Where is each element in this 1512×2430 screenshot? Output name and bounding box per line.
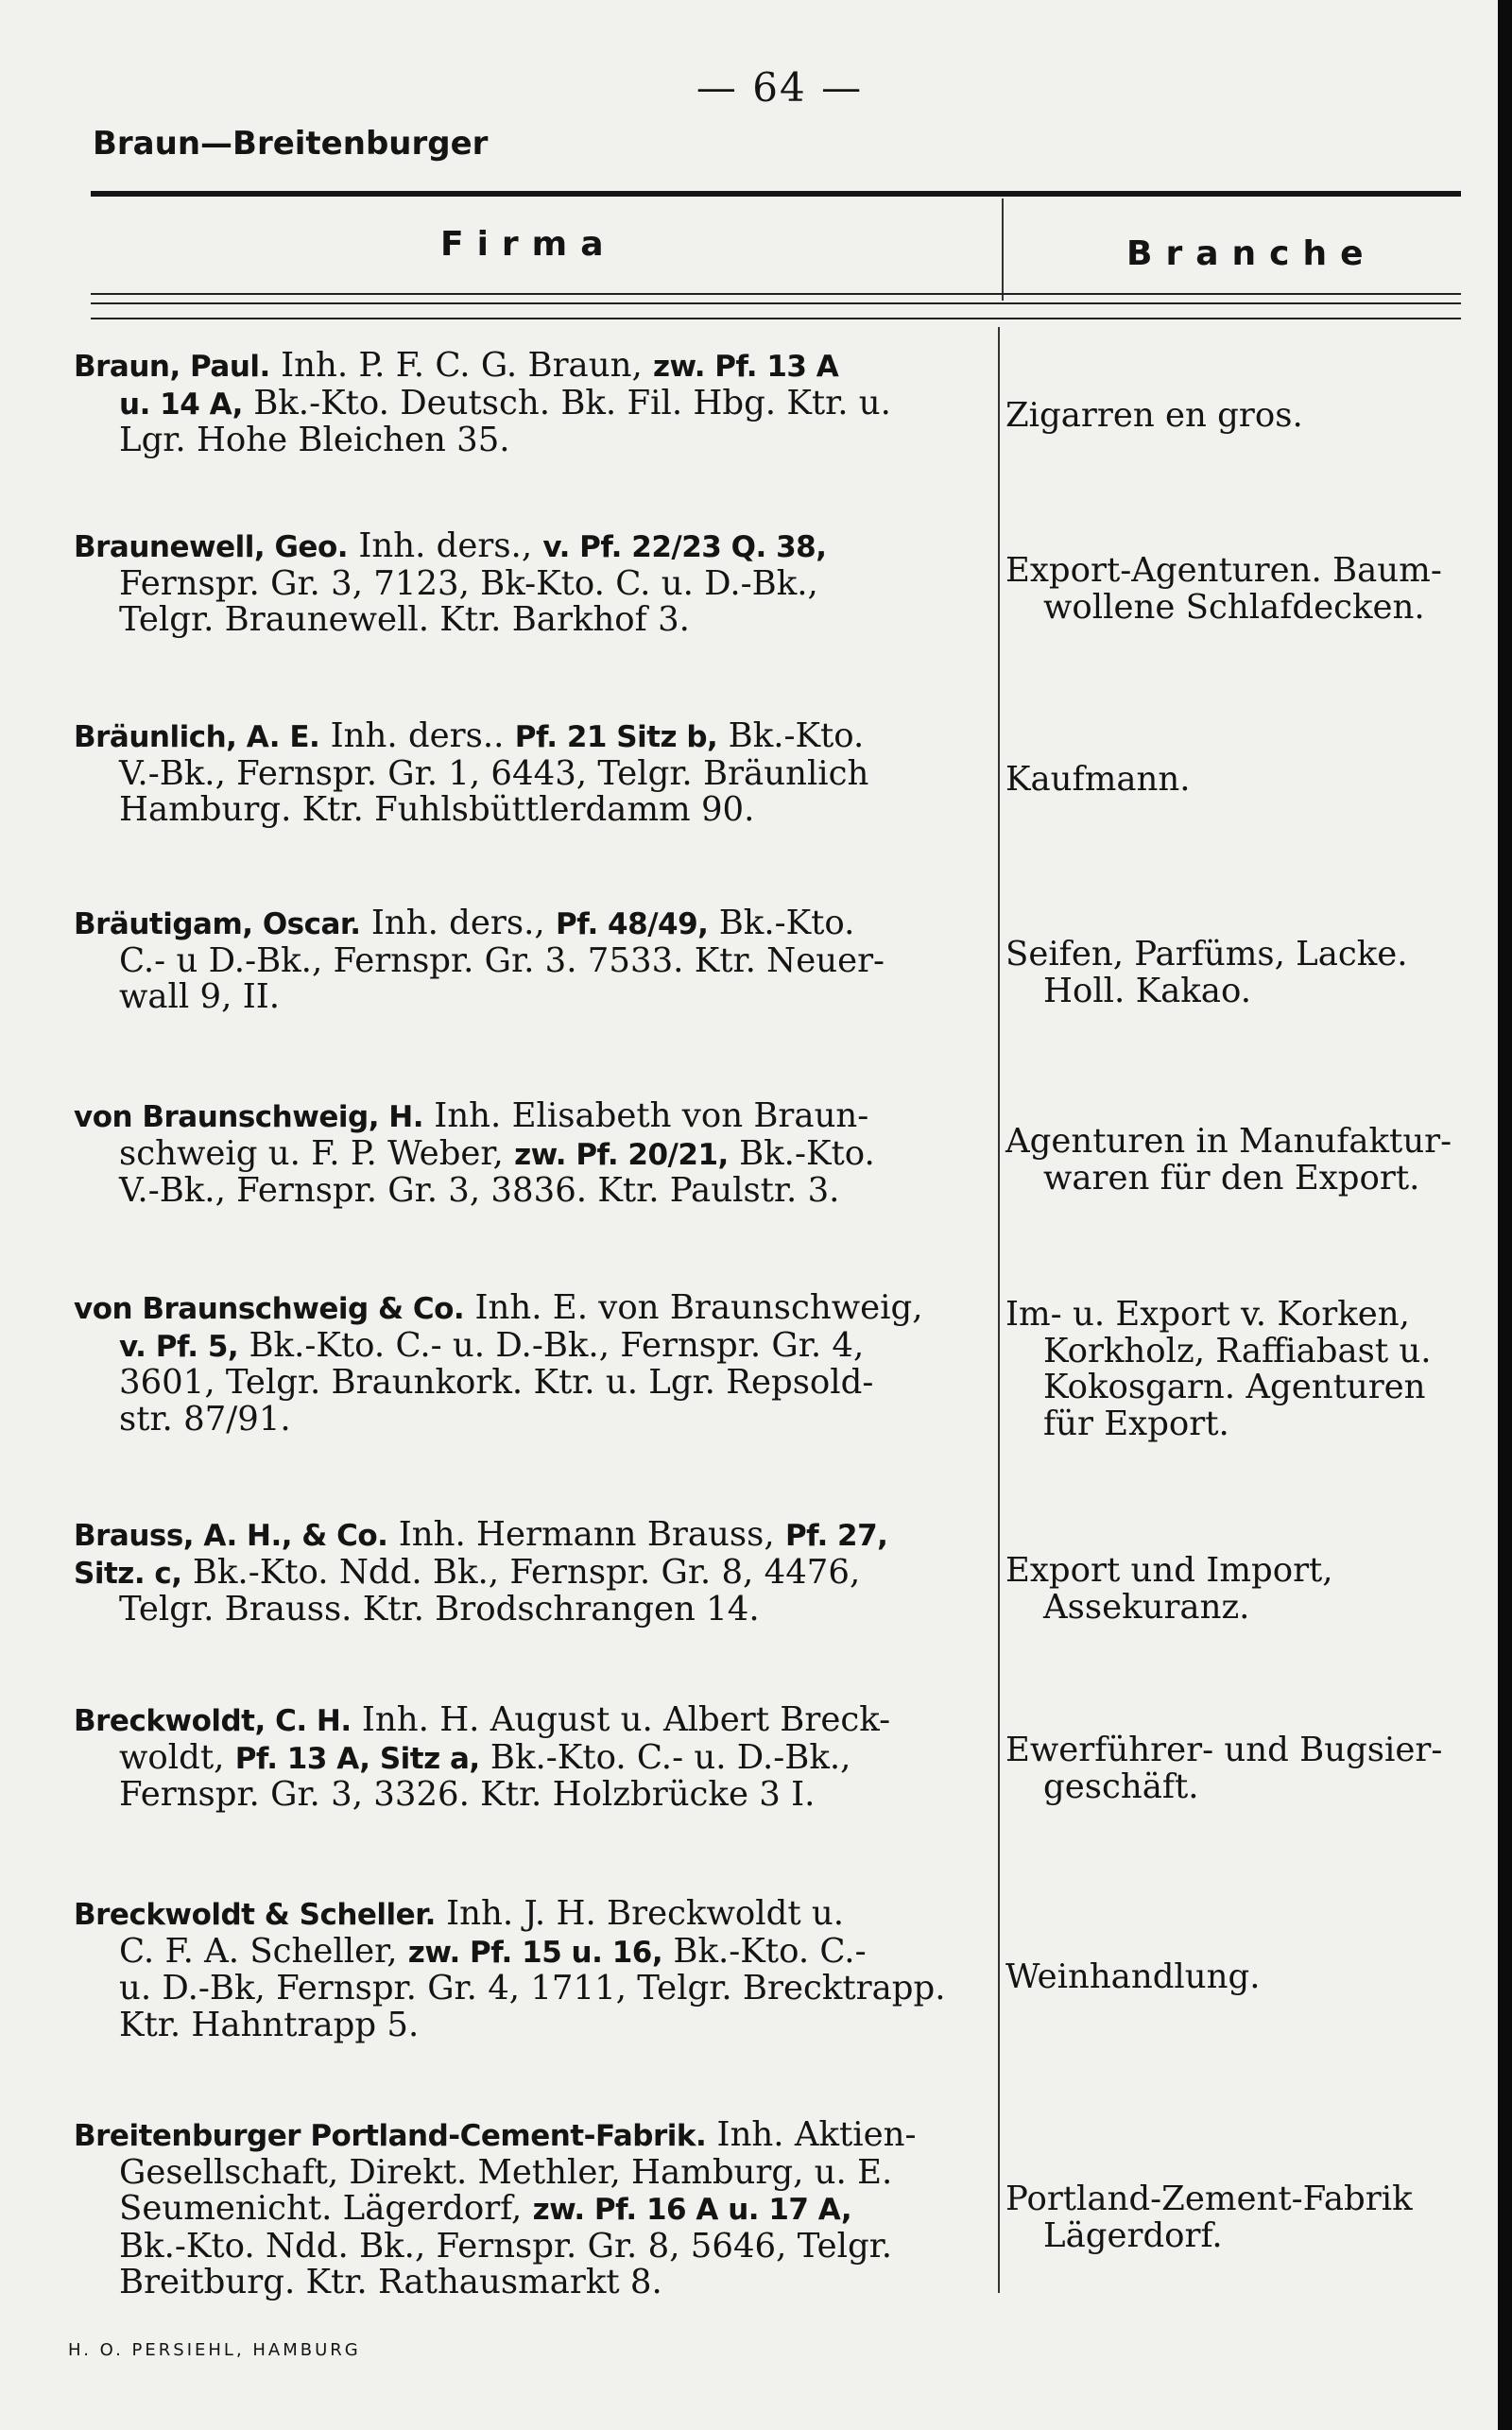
body-column-divider (998, 327, 1000, 2293)
firm-name: von Braunschweig & Co. (74, 1292, 465, 1326)
branche-von-braunschweig-h: Agenturen in Manufaktur- waren für den Export. (1005, 1122, 1452, 1198)
header-rule-double-b (91, 302, 1461, 304)
branche-breckwoldt-ch: Ewerführer- und Bugsier- geschäft. (1005, 1731, 1443, 1806)
entry-braun-paul: Braun, Paul. Inh. P. F. C. G. Braun, zw. Pf. 13 A u. 14 A, Bk.-Kto. Deutsch. Bk. Fil. Hbg. Ktr. u. Lgr. Hohe Bleichen 35. (74, 346, 891, 459)
firm-name: Breckwoldt & Scheller. (74, 1898, 436, 1932)
firm-name: Breitenburger Portland-Cement-Fabrik. (74, 2119, 707, 2153)
entry-breitenburger-portland: Breitenburger Portland-Cement-Fabrik. Inh. Aktien- Gesellschaft, Direkt. Methler, Hamburg, u. E. Seumenicht. Lägerdorf, zw. Pf. 16 A u. 17 A, Bk.-Kto. Ndd. Bk., Fernspr. Gr. 8, 5646, Telgr. Breitburg. Ktr. Rathausmarkt 8. (74, 2115, 917, 2301)
entry-braunewell-geo: Braunewell, Geo. Inh. ders., v. Pf. 22/23 Q. 38, Fernspr. Gr. 3, 7123, Bk-Kto. C. u. D.-Bk., Telgr. Braunewell. Ktr. Barkhof 3. (74, 526, 827, 639)
firm-name: Braunewell, Geo. (74, 530, 349, 564)
branche-braunewell-geo: Export-Agenturen. Baum- wollene Schlafdecken. (1005, 551, 1442, 627)
branche-breckwoldt-scheller: Weinhandlung. (1005, 1957, 1261, 1996)
firm-name: Brauss, A. H., & Co. (74, 1519, 388, 1553)
column-header-firma: Firma (440, 225, 617, 264)
column-header-branche: Branche (1126, 234, 1377, 273)
branche-braun-paul: Zigarren en gros. (1005, 396, 1303, 435)
printer-imprint: H. O. PERSIEHL, HAMBURG (68, 2340, 361, 2360)
firm-name: Bräutigam, Oscar. (74, 907, 361, 941)
branche-braeutigam-oscar: Seifen, Parfüms, Lacke. Holl. Kakao. (1005, 935, 1408, 1010)
firm-name: Braun, Paul. (74, 350, 270, 384)
entry-von-braunschweig-h: von Braunschweig, H. Inh. Elisabeth von Braun- schweig u. F. P. Weber, zw. Pf. 20/21, Bk.-Kto. V.-Bk., Fernspr. Gr. 3, 3836. Ktr. Paulstr. 3. (74, 1096, 875, 1210)
branche-breitenburger-portland: Portland-Zement-Fabrik Lägerdorf. (1005, 2180, 1413, 2255)
branche-von-braunschweig-co: Im- u. Export v. Korken, Korkholz, Raffiabast u. Kokosgarn. Agenturen für Export. (1005, 1295, 1432, 1443)
running-head: Braun—Breitenburger (93, 125, 489, 163)
entry-von-braunschweig-co: von Braunschweig & Co. Inh. E. von Braunschweig, v. Pf. 5, Bk.-Kto. C.- u. D.-Bk., Fernspr. Gr. 4, 3601, Telgr. Braunkork. Ktr. u. Lgr. Repsold- str. 87/91. (74, 1288, 923, 1439)
entry-braeutigam-oscar: Bräutigam, Oscar. Inh. ders., Pf. 48/49, Bk.-Kto. C.- u D.-Bk., Fernspr. Gr. 3. 7533. Ktr. Neuer- wall 9, II. (74, 904, 885, 1016)
firm-name: Bräunlich, A. E. (74, 720, 320, 754)
scan-edge (1498, 0, 1512, 2430)
firm-name: Breckwoldt, C. H. (74, 1704, 352, 1738)
header-rule-top (91, 191, 1461, 197)
entry-braeunlich-ae: Bräunlich, A. E. Inh. ders.. Pf. 21 Sitz b, Bk.-Kto. V.-Bk., Fernspr. Gr. 1, 6443, Telgr. Bräunlich Hamburg. Ktr. Fuhlsbüttlerdamm 90. (74, 716, 869, 829)
header-rule-bottom (91, 318, 1461, 319)
header-rule-double-a (91, 293, 1461, 295)
firm-name: von Braunschweig, H. (74, 1100, 424, 1134)
page-number: — 64 — (696, 64, 864, 111)
branche-braeunlich-ae: Kaufmann. (1005, 760, 1191, 799)
branche-brauss-ah-co: Export und Import, Assekuranz. (1005, 1551, 1333, 1627)
entry-breckwoldt-scheller: Breckwoldt & Scheller. Inh. J. H. Breckwoldt u. C. F. A. Scheller, zw. Pf. 15 u. 16, Bk.-Kto. C.- u. D.-Bk, Fernspr. Gr. 4, 1711, Telgr. Brecktrapp. Ktr. Hahntrapp 5. (74, 1894, 946, 2044)
entry-breckwoldt-ch: Breckwoldt, C. H. Inh. H. August u. Albert Breck- woldt, Pf. 13 A, Sitz a, Bk.-Kto. C.- u. D.-Bk., Fernspr. Gr. 3, 3326. Ktr. Holzbrücke 3 I. (74, 1700, 891, 1814)
entry-brauss-ah-co: Brauss, A. H., & Co. Inh. Hermann Brauss, Pf. 27, Sitz. c, Bk.-Kto. Ndd. Bk., Fernspr. Gr. 8, 4476, Telgr. Brauss. Ktr. Brodschrangen 14. (74, 1515, 888, 1629)
header-column-divider (1002, 198, 1004, 301)
